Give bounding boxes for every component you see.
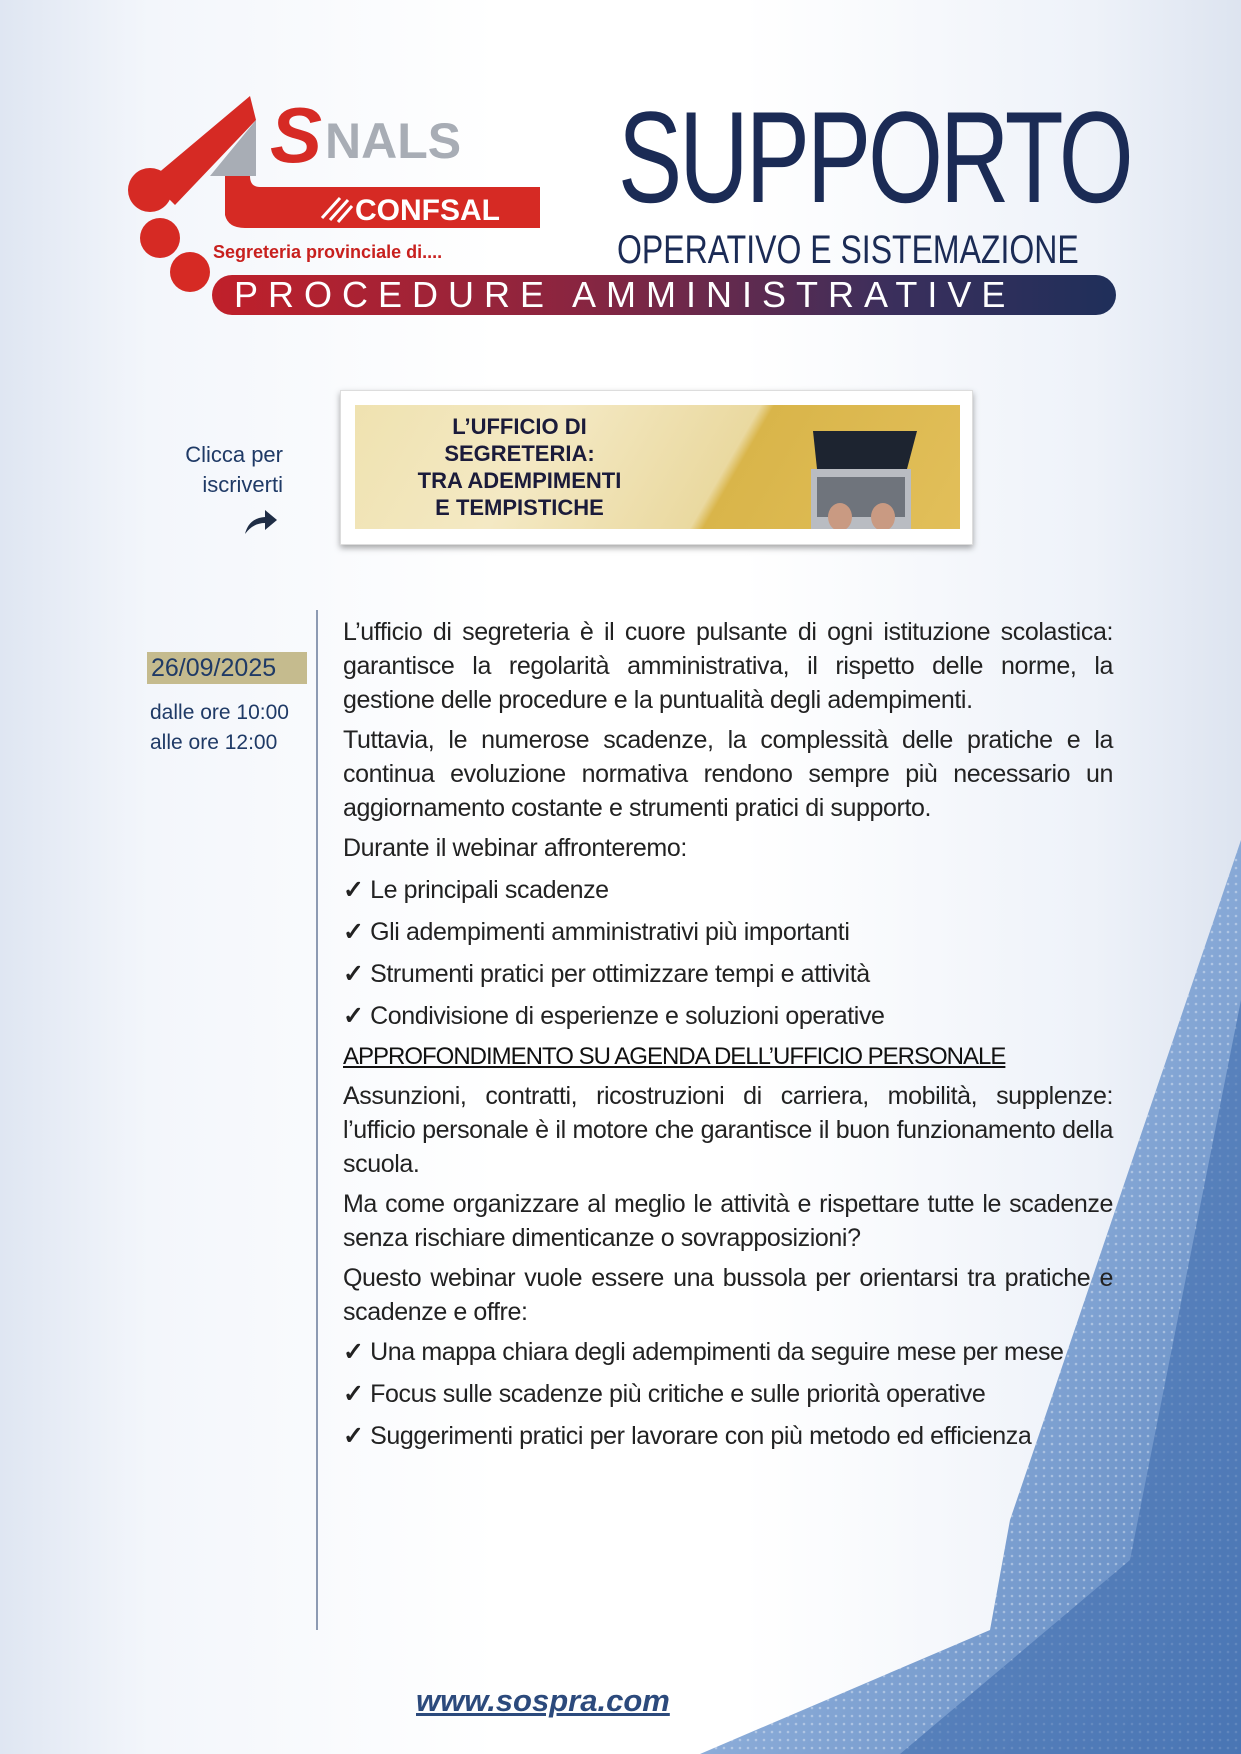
website-link[interactable]: www.sospra.com <box>416 1683 670 1718</box>
band-text: PROCEDURE AMMINISTRATIVE <box>234 274 1016 315</box>
svg-text:CONFSAL: CONFSAL <box>355 194 500 227</box>
list-item: ✓ Gli adempimenti amministrativi più importanti <box>343 918 850 946</box>
paragraph-context: Tuttavia, le numerose scadenze, la complessità delle pratiche e la continua evoluzione normativa rendono sempre più necessario un aggiornamento costante e strumenti pratici di supporto. <box>343 726 1113 822</box>
section-heading: APPROFONDIMENTO SU AGENDA DELL’UFFICIO PERSONALE <box>343 1043 1006 1070</box>
list-item: ✓ Le principali scadenze <box>343 876 609 904</box>
list-item: ✓ Suggerimenti pratici per lavorare con più metodo ed efficienza <box>343 1422 1032 1450</box>
signup-prompt[interactable] <box>185 440 283 544</box>
header-band <box>212 275 1116 315</box>
body-content <box>343 615 1113 1461</box>
signup-line2: iscriverti <box>202 472 283 497</box>
banner-image <box>355 405 960 529</box>
header-title: SUPPORTO <box>618 84 1131 230</box>
paragraph-offer: Questo webinar vuole essere una bussola per orientarsi tra pratiche e scadenze e offre: <box>343 1264 1113 1326</box>
divider-line <box>316 610 318 1630</box>
event-date: 26/09/2025 <box>147 652 307 684</box>
list-item: ✓ Strumenti pratici per ottimizzare tempi e attività <box>343 960 870 988</box>
paragraph-intro: L’ufficio di segreteria è il cuore pulsante di ogni istituzione scolastica: garantisce la regolarità amministrativa, il rispetto delle norme, la gestione delle procedure e la puntualità degli adempimenti. <box>343 618 1113 714</box>
paragraph-question: Ma come organizzare al meglio le attività e rispettare tutte le scadenze senza rischiare dimenticanze o sovrapposizioni? <box>343 1190 1113 1252</box>
list-item: ✓ Una mappa chiara degli adempimenti da seguire mese per mese <box>343 1338 1064 1366</box>
paragraph-agenda-intro: Durante il webinar affronteremo: <box>343 834 687 862</box>
svg-text:S: S <box>270 91 323 179</box>
list-item: ✓ Condivisione di esperienze e soluzioni operative <box>343 1002 885 1030</box>
logo-subtitle: Segreteria provinciale di.... <box>213 242 443 262</box>
header-subtitle: OPERATIVO E SISTEMAZIONE <box>617 228 1079 272</box>
webinar-banner[interactable] <box>340 390 973 545</box>
svg-text:NALS: NALS <box>325 113 462 169</box>
signup-line1: Clicca per <box>185 442 283 467</box>
banner-title: L’UFFICIO DI SEGRETERIA: TRA ADEMPIMENTI E TEMPISTICHE <box>417 414 622 520</box>
start-time: dalle ore 10:00 <box>150 701 289 724</box>
paragraph-personale: Assunzioni, contratti, ricostruzioni di carriera, mobilità, supplenze: l’ufficio personale è il motore che garantisce il buon funzionamento della scuola. <box>343 1082 1113 1178</box>
end-time: alle ore 12:00 <box>150 731 278 754</box>
list-item: ✓ Focus sulle scadenze più critiche e sulle priorità operative <box>343 1380 986 1408</box>
laptop-icon <box>795 425 925 529</box>
share-arrow-icon <box>243 508 279 536</box>
event-times <box>150 698 289 758</box>
